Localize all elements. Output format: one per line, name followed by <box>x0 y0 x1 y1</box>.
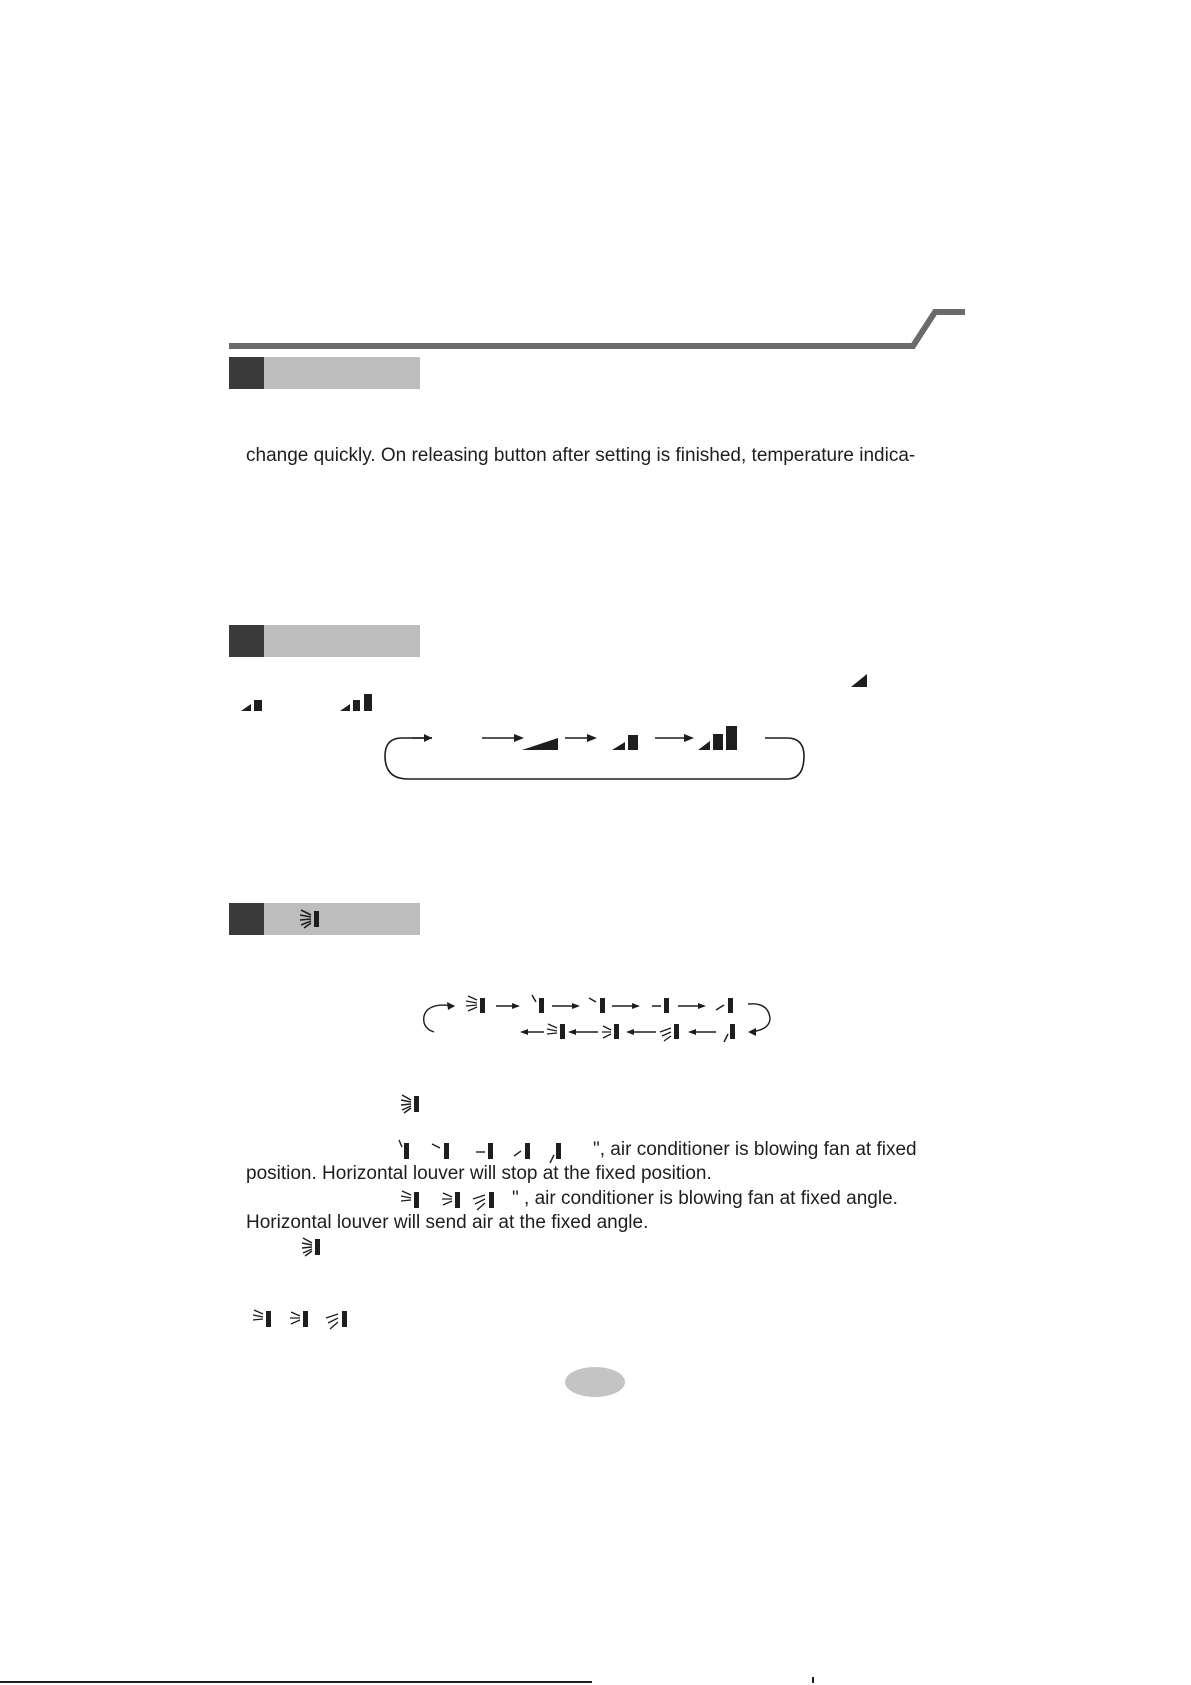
section-marker <box>229 903 264 935</box>
louver-angle2-icon <box>602 1024 619 1039</box>
section-header-temperature <box>229 357 420 389</box>
louver-pos4-icon <box>716 998 733 1013</box>
section-header-fan <box>229 625 420 657</box>
louver-angle3-icon <box>660 1024 679 1041</box>
louver-swing-icon <box>400 1093 422 1115</box>
header-rule <box>0 0 1191 360</box>
louver-pos3-icon <box>652 998 669 1013</box>
section-title-bar <box>264 625 420 657</box>
section-header-swing <box>229 903 420 935</box>
louver-pos1-icon <box>532 995 544 1013</box>
section-title-bar <box>264 903 420 935</box>
louver-angle1-icon <box>547 1024 565 1039</box>
fan-low-icon <box>851 673 869 689</box>
swing-cycle-diagram <box>418 990 778 1050</box>
fan-high-icon <box>340 693 376 713</box>
fan-speed-cycle-diagram <box>380 718 820 786</box>
louver-swing-icon <box>466 996 485 1013</box>
page-number-badge <box>565 1367 625 1397</box>
bottom-rule <box>0 1681 592 1683</box>
section-marker <box>229 625 264 657</box>
louver-angles-icons <box>400 1187 510 1213</box>
louver-pos5-icon <box>724 1024 735 1042</box>
swing-angle-text: Horizontal louver will send air at the fixed angle. <box>246 1212 649 1233</box>
swing-fixed-position-text: ", air conditioner is blowing fan at fixed <box>593 1139 917 1160</box>
section-marker <box>229 357 264 389</box>
swing-position-text: position. Horizontal louver will stop at the fixed position. <box>246 1163 712 1184</box>
louver-swing-icon <box>299 908 323 930</box>
bottom-tick <box>812 1677 814 1683</box>
swing-fixed-angle-text: " , air conditioner is blowing fan at fixed angle. <box>512 1188 898 1209</box>
louver-pos2-icon <box>589 998 605 1013</box>
temperature-text-line: change quickly. On releasing button after setting is finished, temperature indica- <box>246 445 916 466</box>
louver-angles-icons <box>253 1306 349 1332</box>
fan-medium-icon <box>241 697 265 713</box>
section-title-bar <box>264 357 420 389</box>
louver-swing-icon <box>301 1236 323 1258</box>
louver-positions-icons <box>398 1138 592 1164</box>
